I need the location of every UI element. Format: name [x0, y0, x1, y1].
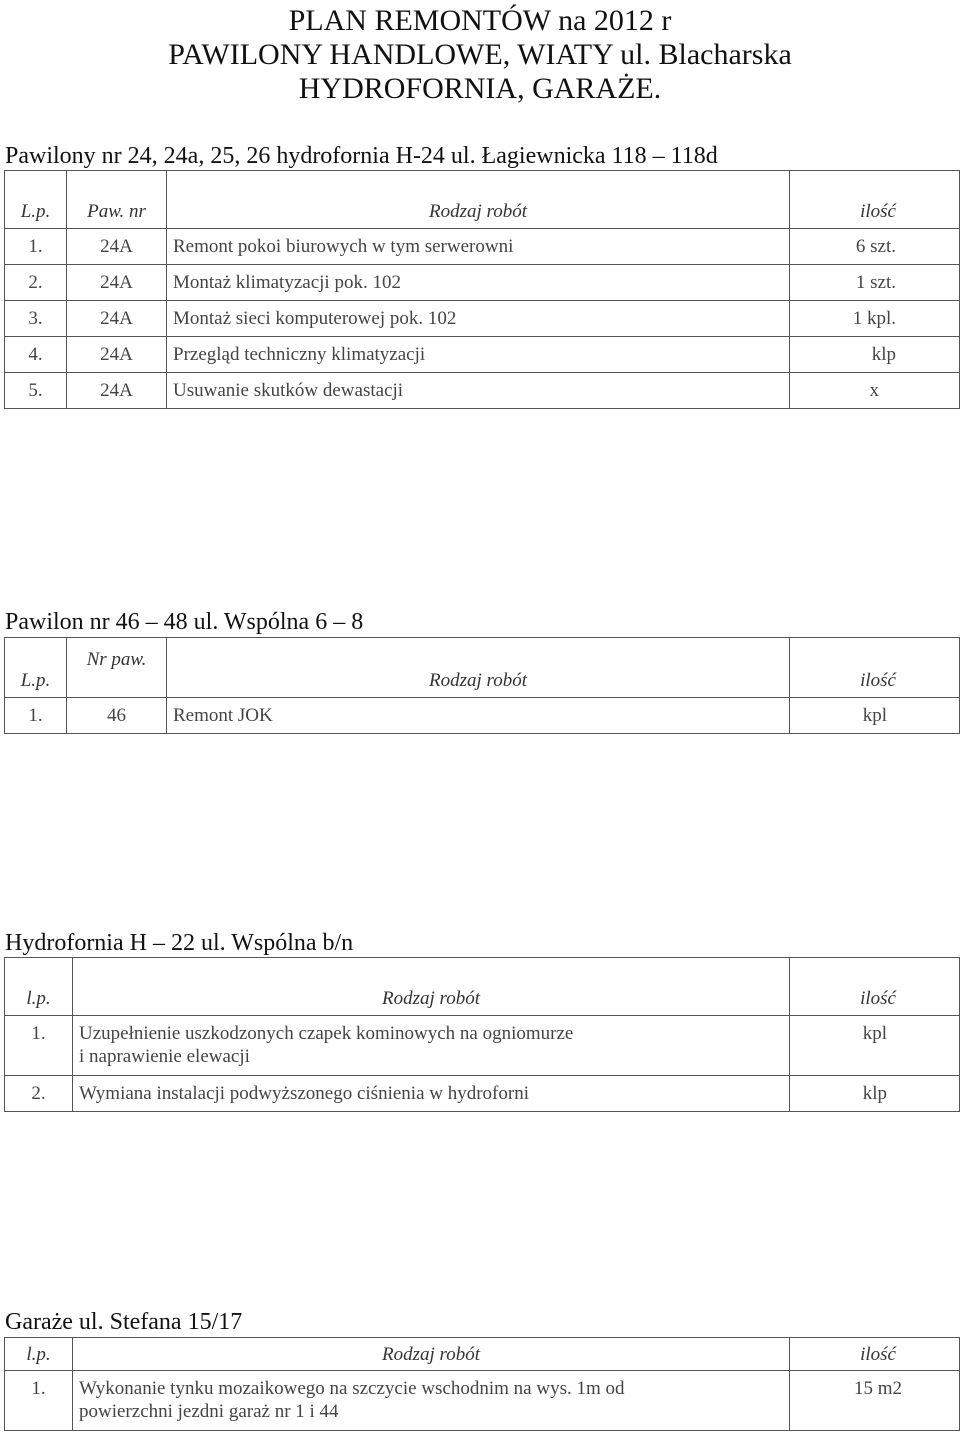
cell-lp: 1.	[5, 698, 67, 734]
cell-lp: 1.	[5, 1371, 73, 1431]
cell-lp: 1.	[5, 229, 67, 265]
cell-rodzaj-line-2: i naprawienie elewacji	[79, 1046, 250, 1067]
cell-rodzaj: Przegląd techniczny klimatyzacji	[167, 337, 790, 373]
table-header-row	[5, 958, 960, 1016]
cell-paw: 24A	[67, 337, 167, 373]
page-title-line-1: PLAN REMONTÓW na 2012 r	[288, 4, 672, 37]
section-1-table	[4, 170, 960, 409]
cell-paw: 24A	[67, 265, 167, 301]
cell-ilosc: kpl	[790, 698, 960, 734]
cell-lp: 1.	[5, 1016, 73, 1076]
page-title-line-3: HYDROFORNIA, GARAŻE.	[298, 72, 662, 105]
header-rodzaj: Rodzaj robót	[73, 958, 790, 1016]
cell-rodzaj	[73, 1016, 790, 1076]
cell-paw: 46	[67, 698, 167, 734]
header-ilosc: ilość	[790, 171, 960, 229]
cell-rodzaj	[73, 1371, 790, 1431]
cell-rodzaj-line-2: powierzchni jezdni garaż nr 1 i 44	[79, 1401, 339, 1422]
cell-paw: 24A	[67, 373, 167, 409]
cell-ilosc: 6 szt.	[790, 229, 960, 265]
cell-paw: 24A	[67, 301, 167, 337]
section-4-table	[4, 1337, 960, 1431]
header-lp: L.p.	[5, 171, 67, 229]
table-row	[5, 1371, 960, 1431]
cell-paw: 24A	[67, 229, 167, 265]
table-header-row	[5, 171, 960, 229]
cell-ilosc: 1 kpl.	[790, 301, 960, 337]
cell-lp: 2.	[5, 1076, 73, 1112]
cell-lp: 3.	[5, 301, 67, 337]
cell-rodzaj: Wymiana instalacji podwyższonego ciśnienia w hydroforni	[73, 1076, 790, 1112]
cell-ilosc: klp	[790, 337, 960, 373]
table-row	[5, 1076, 960, 1112]
header-lp: l.p.	[5, 958, 73, 1016]
header-lp: l.p.	[5, 1338, 73, 1371]
header-paw: Nr paw.	[67, 638, 167, 698]
section-3-table	[4, 957, 960, 1112]
header-rodzaj: Rodzaj robót	[73, 1338, 790, 1371]
table-row	[5, 337, 960, 373]
cell-rodzaj: Montaż klimatyzacji pok. 102	[167, 265, 790, 301]
table-row	[5, 301, 960, 337]
cell-rodzaj: Usuwanie skutków dewastacji	[167, 373, 790, 409]
section-2-heading: Pawilon nr 46 – 48 ul. Wspólna 6 – 8	[5, 609, 364, 635]
section-3-heading: Hydrofornia H – 22 ul. Wspólna b/n	[5, 930, 354, 956]
cell-rodzaj: Montaż sieci komputerowej pok. 102	[167, 301, 790, 337]
section-4-heading: Garaże ul. Stefana 15/17	[5, 1309, 243, 1335]
section-1-heading: Pawilony nr 24, 24a, 25, 26 hydrofornia H-24 ul. Łagiewnicka 118 – 118d	[5, 143, 718, 169]
table-row	[5, 1016, 960, 1076]
table-row	[5, 229, 960, 265]
header-ilosc: ilość	[790, 638, 960, 698]
page-title-line-2: PAWILONY HANDLOWE, WIATY ul. Blacharska	[168, 38, 792, 71]
cell-ilosc: kpl	[790, 1016, 960, 1076]
table-row	[5, 265, 960, 301]
header-ilosc: ilość	[790, 1338, 960, 1371]
table-row	[5, 373, 960, 409]
cell-rodzaj: Remont pokoi biurowych w tym serwerowni	[167, 229, 790, 265]
section-2-table	[4, 637, 960, 734]
table-header-row	[5, 1338, 960, 1371]
cell-lp: 2.	[5, 265, 67, 301]
header-paw: Paw. nr	[67, 171, 167, 229]
table-row	[5, 698, 960, 734]
cell-rodzaj-line-1: Wykonanie tynku mozaikowego na szczycie wschodnim na wys. 1m od	[79, 1378, 625, 1399]
cell-ilosc: x	[790, 373, 960, 409]
cell-lp: 4.	[5, 337, 67, 373]
cell-rodzaj: Remont JOK	[167, 698, 790, 734]
cell-ilosc: 15 m2	[790, 1371, 960, 1431]
cell-lp: 5.	[5, 373, 67, 409]
cell-rodzaj-line-1: Uzupełnienie uszkodzonych czapek kominowych na ogniomurze	[79, 1023, 574, 1044]
cell-ilosc: 1 szt.	[790, 265, 960, 301]
header-ilosc: ilość	[790, 958, 960, 1016]
cell-ilosc: klp	[790, 1076, 960, 1112]
header-rodzaj: Rodzaj robót	[167, 638, 790, 698]
header-rodzaj: Rodzaj robót	[167, 171, 790, 229]
header-lp: L.p.	[5, 638, 67, 698]
table-header-row	[5, 638, 960, 698]
